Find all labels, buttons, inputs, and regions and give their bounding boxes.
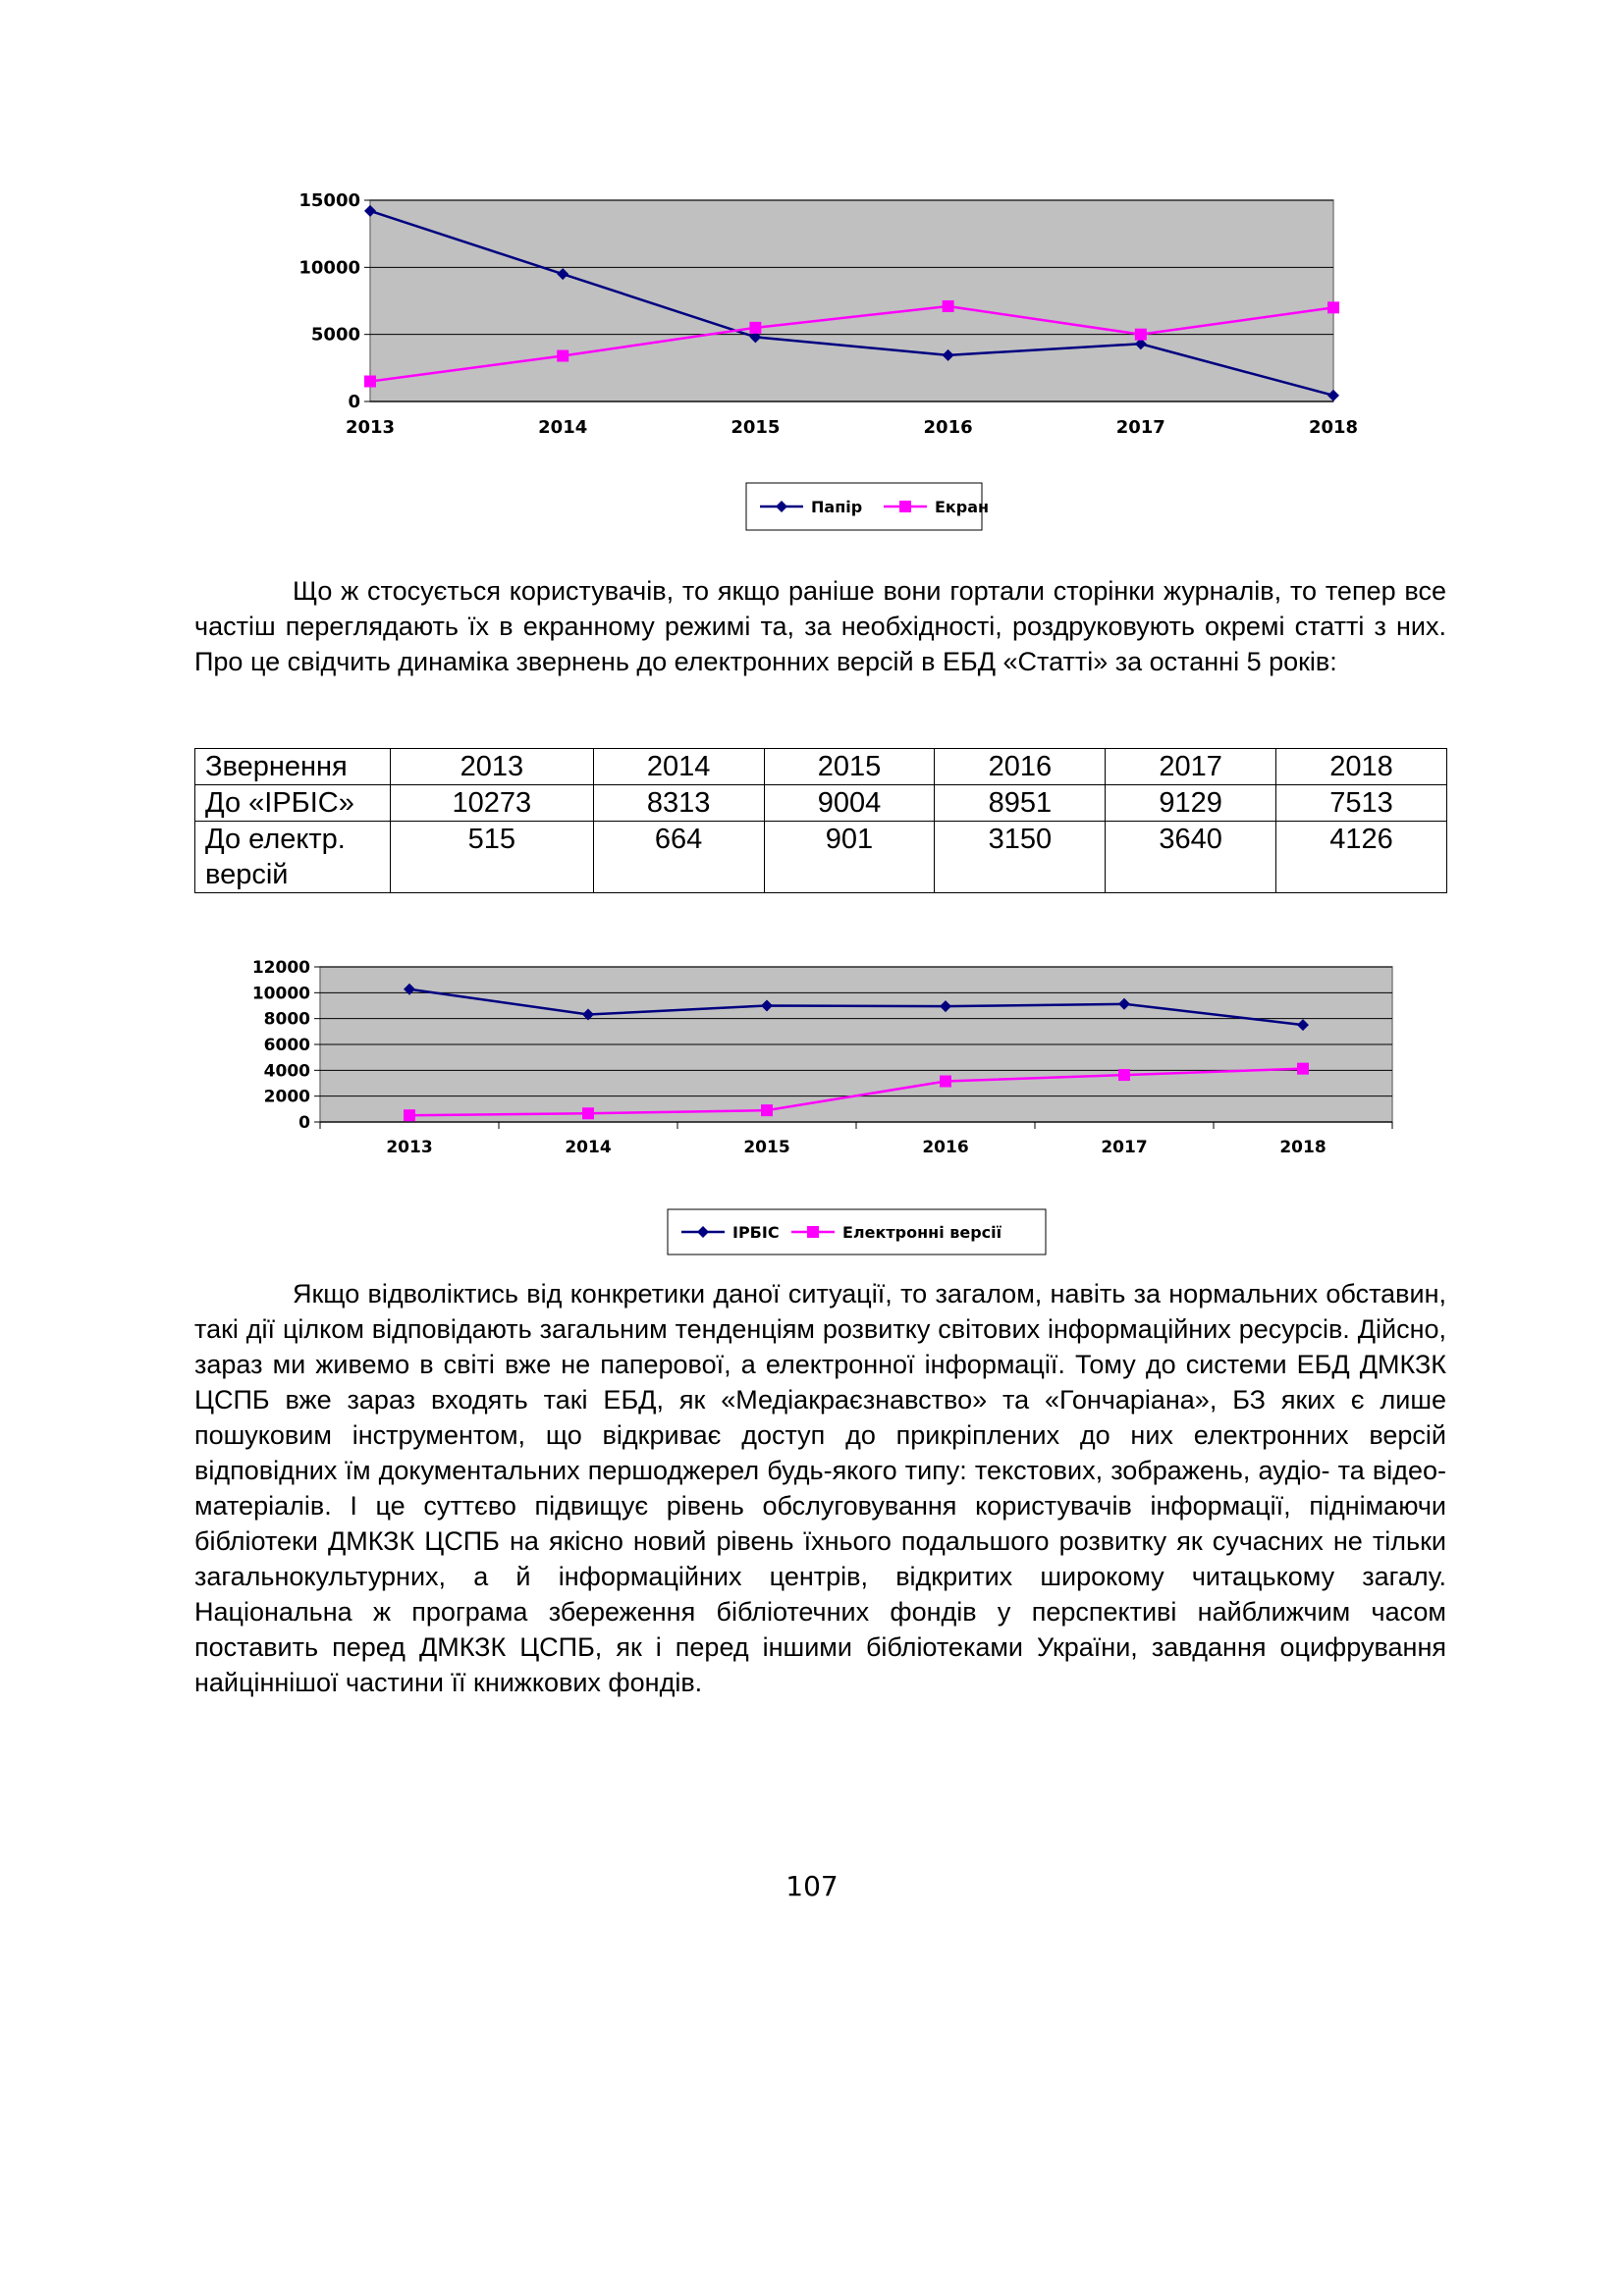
table-cell: 2015	[764, 749, 935, 785]
y-tick-label: 6000	[263, 1036, 310, 1055]
data-point	[1297, 1063, 1309, 1075]
table-cell: 515	[391, 822, 594, 893]
legend-marker	[807, 1226, 819, 1238]
x-tick-label: 2015	[731, 417, 781, 438]
x-tick-label: 2018	[1279, 1138, 1326, 1157]
y-tick-label: 0	[348, 392, 360, 412]
x-tick-label: 2013	[345, 417, 396, 438]
legend-label: Електронні версії	[842, 1223, 1002, 1242]
data-point	[1327, 301, 1339, 313]
legend-label: ІРБІС	[732, 1223, 780, 1242]
table-row	[195, 822, 1447, 893]
data-point	[364, 376, 376, 388]
table-header-row	[195, 749, 1447, 785]
chart-irbis-vs-electronic	[0, 942, 1624, 1266]
x-tick-label: 2016	[923, 417, 973, 438]
y-tick-label: 5000	[310, 324, 360, 346]
data-point	[749, 322, 761, 334]
data-point	[557, 350, 568, 362]
table-cell: 664	[593, 822, 764, 893]
y-tick-label: 12000	[251, 958, 310, 978]
data-point	[1118, 1069, 1130, 1081]
data-point	[761, 1104, 773, 1116]
data-point	[582, 1107, 594, 1119]
x-tick-label: 2014	[538, 417, 588, 438]
table-cell: До електр. версій	[195, 822, 391, 893]
x-tick-label: 2013	[386, 1138, 433, 1157]
table-row	[195, 785, 1447, 822]
table-cell: 8313	[593, 785, 764, 822]
table-cell: 9129	[1106, 785, 1276, 822]
y-tick-label: 15000	[298, 190, 360, 211]
table-cell: 3150	[935, 822, 1106, 893]
table-cell: 2018	[1276, 749, 1447, 785]
data-point	[943, 300, 954, 312]
table-cell: 9004	[764, 785, 935, 822]
data-point	[404, 1109, 415, 1121]
chart-paper-vs-screen	[0, 0, 1624, 550]
x-tick-label: 2014	[565, 1138, 612, 1157]
table-cell: 901	[764, 822, 935, 893]
y-tick-label: 10000	[298, 257, 360, 279]
legend-label: Папір	[811, 498, 863, 516]
paragraph-users: Що ж стосується користувачів, то якщо раніше вони гортали сторінки журналів, то тепер все частіш переглядають їх в екранному режимі та, за необхідності, роздруковують окремі статті з них. Про це свідчить динаміка звернень до електронних версій в ЕБД «Статті» за останні 5 років:	[194, 576, 1446, 676]
x-tick-label: 2015	[743, 1138, 790, 1157]
requests-table	[194, 748, 1447, 893]
table-cell: 3640	[1106, 822, 1276, 893]
x-tick-label: 2017	[1101, 1138, 1148, 1157]
paragraph-trends: Якщо відволіктись від конкретики даної ситуації, то загалом, навіть за нормальних обставин, такі дії цілком відповідають загальним тенденціям розвитку світових інформаційних ресурсів. Дійсно, зараз ми живемо в світі вже не паперової, а електронної інформації. Тому до системи ЕБД ДМКЗК ЦСПБ вже зараз входять такі ЕБД, як «Медіакраєзнавство» та «Гончаріана», БЗ яких є лише пошуковим інструментом, що відкриває доступ до прикріплених до них електронних версій відповідних їм документальних першоджерел будь-якого типу: текстових, зображень, аудіо- та відео-матеріалів. І це суттєво підвищує рівень обслуговування користувачів інформації, піднімаючи бібліотеки ДМКЗК ЦСПБ на якісно новий рівень їхнього подальшого розвитку як сучасних не тільки загальнокультурних, а й інформаційних центрів, відкритих широкому читацькому загалу. Національна ж програма збереження бібліотечних фондів у перспективі найближчим часом поставить перед ДМКЗК ЦСПБ, як і перед іншими бібліотеками України, завдання оцифрування найціннішої частини її книжкових фондів.	[194, 1279, 1446, 1697]
table-cell: 2014	[593, 749, 764, 785]
table-cell: 10273	[391, 785, 594, 822]
data-point	[940, 1076, 951, 1088]
page-number: 107	[785, 1870, 839, 1902]
y-tick-label: 4000	[263, 1061, 310, 1082]
table-cell: 2017	[1106, 749, 1276, 785]
table-cell: 7513	[1276, 785, 1447, 822]
x-tick-label: 2018	[1308, 417, 1359, 438]
x-tick-label: 2016	[922, 1138, 969, 1157]
y-tick-label: 10000	[251, 984, 310, 1004]
legend-marker	[899, 501, 911, 512]
y-tick-label: 0	[298, 1113, 310, 1133]
data-point	[1135, 329, 1147, 341]
x-tick-label: 2017	[1115, 417, 1165, 438]
table-cell: 8951	[935, 785, 1106, 822]
table-cell: До «ІРБІС»	[195, 785, 391, 822]
table-cell: 4126	[1276, 822, 1447, 893]
legend-label: Екран	[935, 498, 990, 516]
table-cell: 2016	[935, 749, 1106, 785]
y-tick-label: 2000	[263, 1087, 310, 1107]
table-cell: 2013	[391, 749, 594, 785]
plot-area	[370, 200, 1333, 401]
y-tick-label: 8000	[263, 1009, 310, 1030]
table-cell: Звернення	[195, 749, 391, 785]
